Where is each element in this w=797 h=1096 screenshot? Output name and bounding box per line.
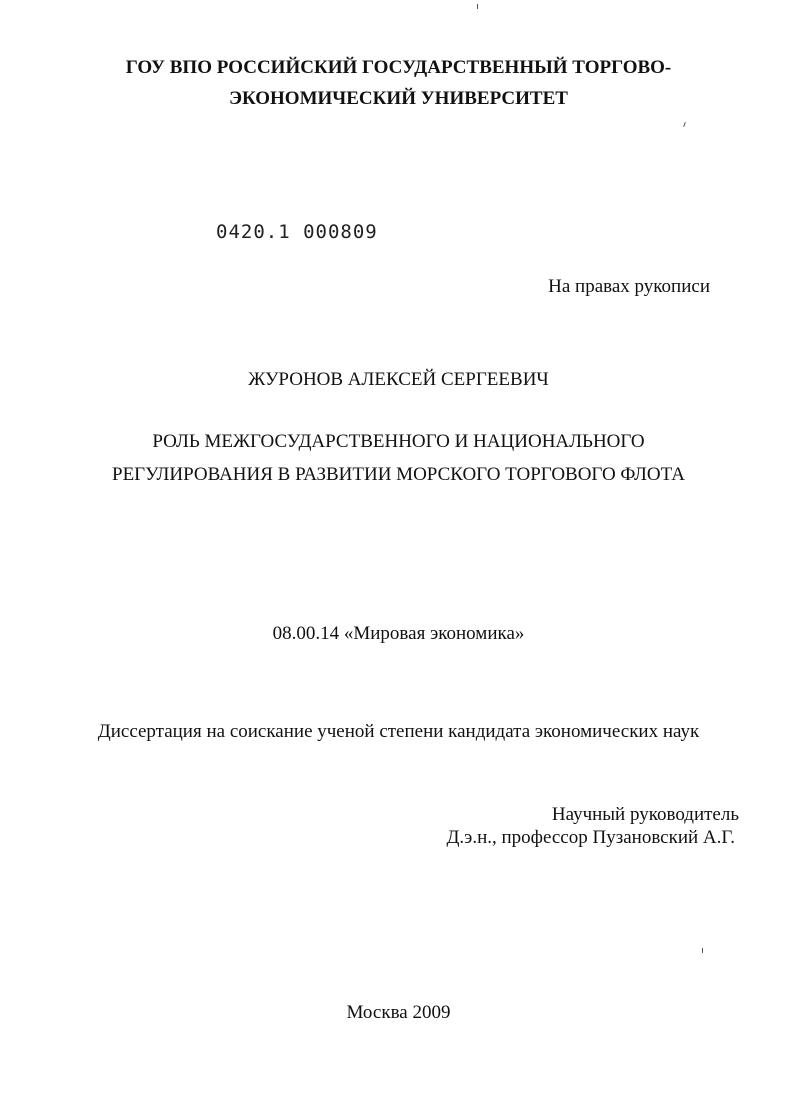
title-line-1: РОЛЬ МЕЖГОСУДАРСТВЕННОГО И НАЦИОНАЛЬНОГО [152, 431, 645, 452]
scan-speck-right [683, 122, 686, 127]
author-name: ЖУРОНОВ АЛЕКСЕЙ СЕРГЕЕВИЧ [248, 369, 549, 390]
catalog-stamp: 0420.1 000809 [216, 221, 378, 243]
place-year: Москва 2009 [346, 1002, 451, 1023]
specialty: 08.00.14 «Мировая экономика» [272, 623, 525, 644]
manuscript-note: На правах рукописи [548, 276, 710, 297]
institution-line-2: ЭКОНОМИЧЕСКИЙ УНИВЕРСИТЕТ [229, 88, 568, 109]
scan-speck-bottom [702, 948, 703, 953]
title-line-2: РЕГУЛИРОВАНИЯ В РАЗВИТИИ МОРСКОГО ТОРГОВОГО ФЛОТА [112, 464, 685, 485]
degree-statement: Диссертация на соискание ученой степени кандидата экономических наук [97, 721, 700, 742]
scan-speck-top [477, 4, 478, 9]
institution-line-1: ГОУ ВПО РОССИЙСКИЙ ГОСУДАРСТВЕННЫЙ ТОРГОВО- [125, 57, 672, 78]
supervisor-label: Научный руководитель [551, 804, 739, 825]
supervisor-name: Д.э.н., профессор Пузановский А.Г. [446, 827, 735, 848]
